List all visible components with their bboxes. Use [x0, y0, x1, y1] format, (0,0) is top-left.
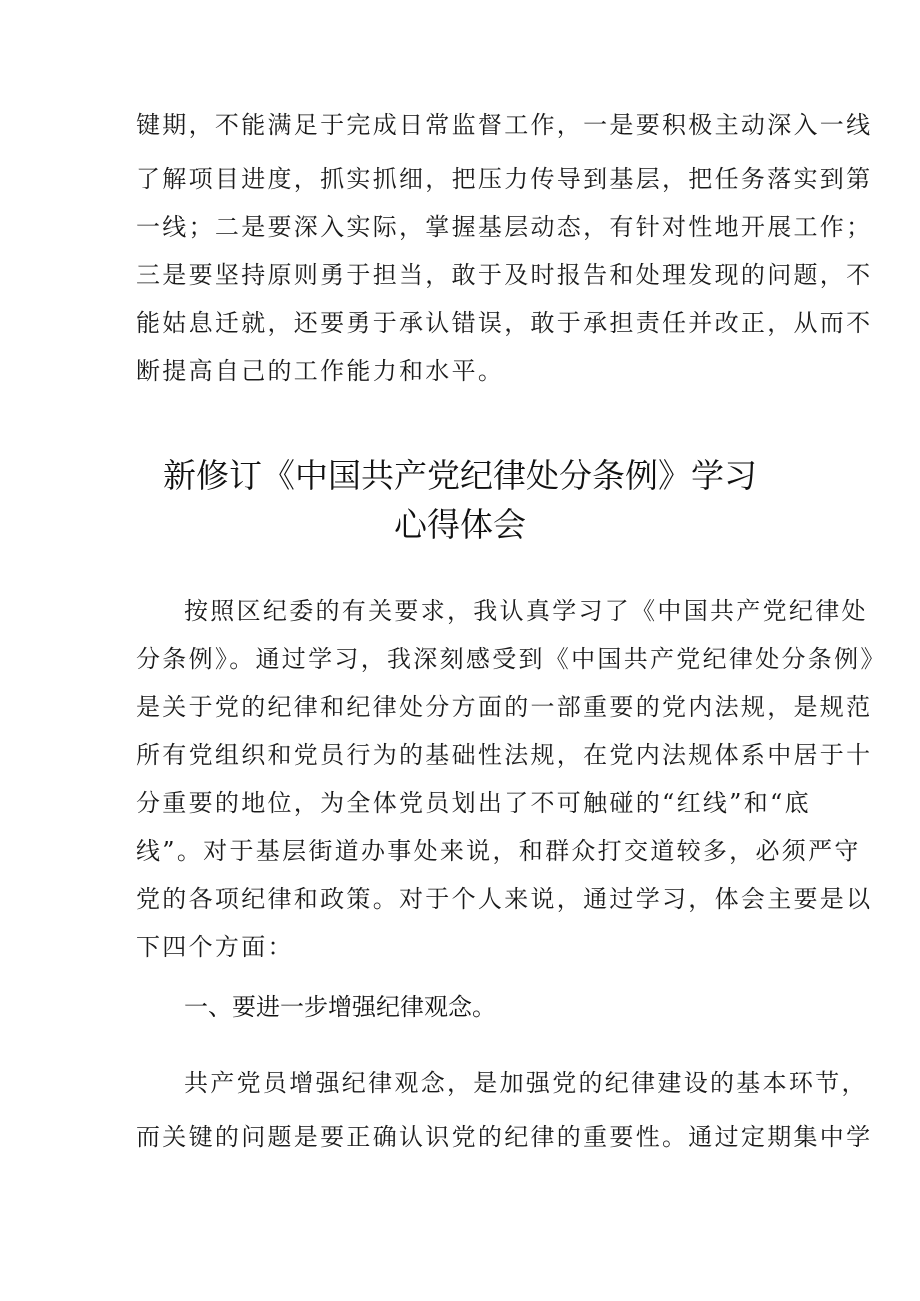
document-title-line-2: 心得体会	[394, 505, 526, 544]
intro-line: 键期，不能满足于完成日常监督工作，一是要积极主动深入一线	[136, 111, 873, 139]
paragraph-line: 下四个方面：	[136, 933, 294, 961]
document-title: 新修订《中国共产党纪律处分条例》学习	[163, 456, 757, 495]
paragraph-line: 分条例》。通过学习，我深刻感受到《中国共产党纪律处分条例》	[136, 645, 887, 673]
paragraph-line: 共产党员增强纪律观念，是加强党的纪律建设的基本环节，	[184, 1069, 868, 1097]
paragraph-line: 所有党组织和党员行为的基础性法规，在党内法规体系中居于十	[136, 741, 873, 769]
paragraph-line: 党的各项纪律和政策。对于个人来说，通过学习，体会主要是以	[136, 885, 873, 913]
section-heading: 一、要进一步增强纪律观念。	[184, 993, 496, 1021]
intro-line: 断提高自己的工作能力和水平。	[136, 357, 505, 385]
intro-line: 三是要坚持原则勇于担当，敢于及时报告和处理发现的问题，不	[136, 261, 873, 289]
paragraph-line: 按照区纪委的有关要求，我认真学习了《中国共产党纪律处	[184, 597, 868, 625]
paragraph-line: 线”。对于基层街道办事处来说，和群众打交道较多，必须严守	[136, 837, 861, 865]
paragraph-line: 而关键的问题是要正确认识党的纪律的重要性。通过定期集中学	[136, 1123, 873, 1151]
intro-line: 了解项目进度，抓实抓细，把压力传导到基层，把任务落实到第	[136, 165, 873, 193]
intro-line: 一线；二是要深入实际，掌握基层动态，有针对性地开展工作；	[136, 213, 873, 241]
intro-line: 能姑息迁就，还要勇于承认错误，敢于承担责任并改正，从而不	[136, 309, 873, 337]
paragraph-line: 分重要的地位，为全体党员划出了不可触碰的“红线”和“底	[136, 789, 811, 817]
paragraph-line: 是关于党的纪律和纪律处分方面的一部重要的党内法规，是规范	[136, 693, 873, 721]
